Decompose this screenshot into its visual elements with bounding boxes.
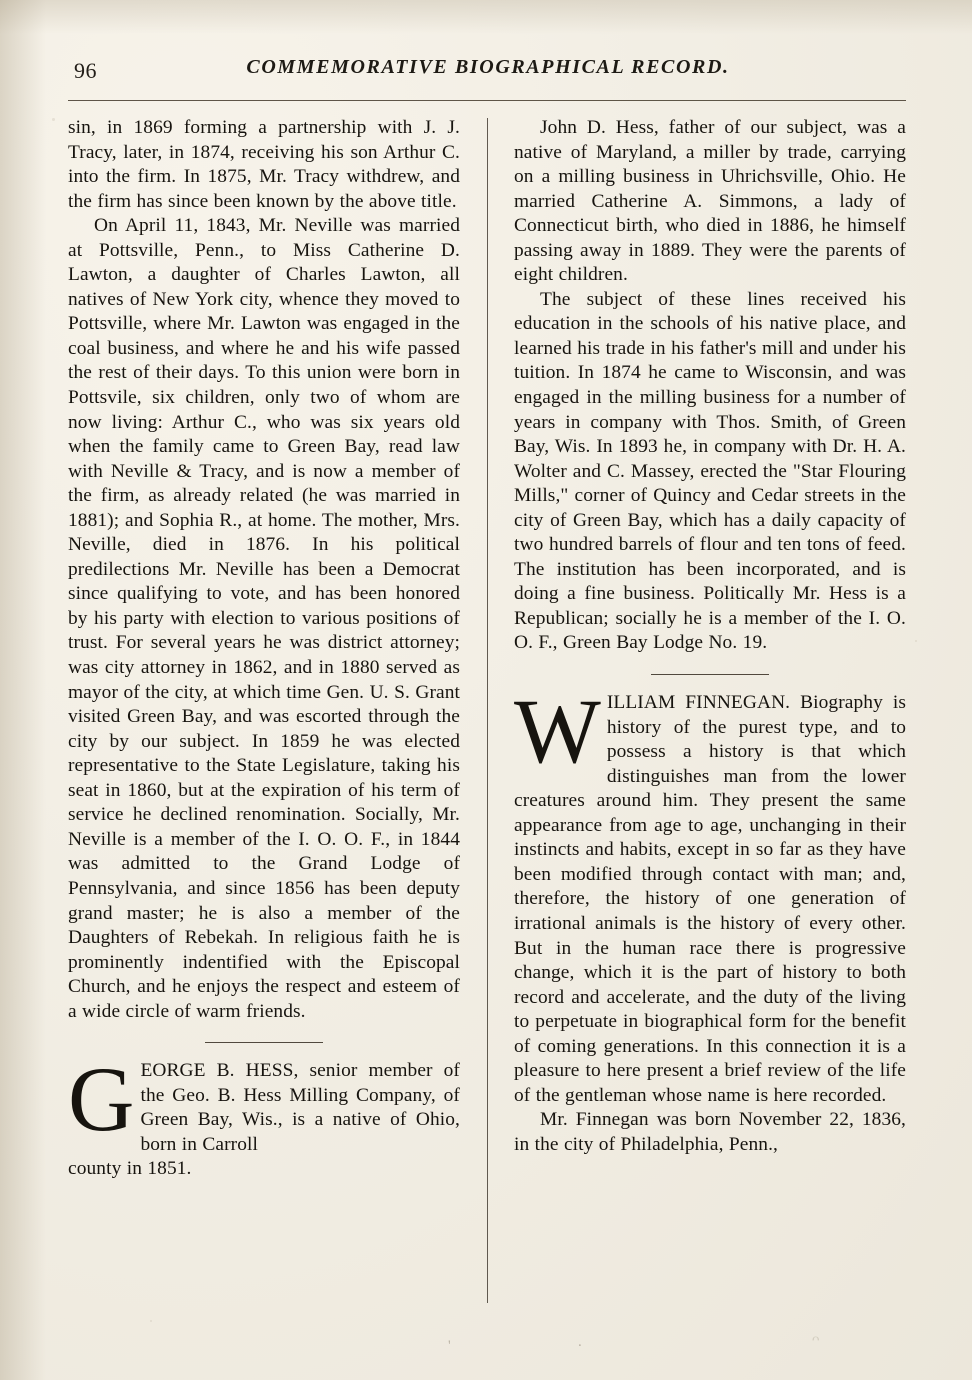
- right-column: [514, 116, 906, 1306]
- page-edge-shadow-left: [0, 0, 46, 1380]
- smudge-mark: ': [448, 1338, 451, 1354]
- entry-lead-paragraph: ILLIAM FINNEGAN. Biography is history of the purest type, and to possess a history is that which distinguishes man from the lower creatures around him. They present the same appearance from age to age, unchanging in their instincts and habits, except in so far as they have been modified through contact with man; and, therefore, the history of one generation of irrational animals is the history of every other. But in the human race there is progressive change, which it is the part of history to both record and accelerate, and the duty of the living to perpetuate in biographical form for the benefit of coming generations. In this connection it is a pleasure to here present a brief review of the life of the gentleman whose name is here recorded.: [514, 692, 906, 1106]
- paragraph: John D. Hess, father of our subject, was a native of Maryland, a miller by trade, carrying on a milling business in Uhrichsville, Ohio. He married Catherine A. Simmons, a lady of Connecticut birth, who died in 1886, he himself passing away in 1889. They were the parents of eight children.: [514, 117, 906, 286]
- entry-continuation: Mr. Finnegan was born November 22, 1836, in the city of Philadelphia, Penn.,: [514, 1109, 906, 1155]
- body-columns: [68, 116, 906, 1306]
- entry-continuation: county in 1851.: [68, 1158, 192, 1180]
- column-divider: [487, 118, 488, 1303]
- smudge-mark: .: [578, 1334, 582, 1350]
- paper-speckle: [915, 640, 917, 642]
- paper-speckle: [150, 1320, 152, 1322]
- entry-lead-paragraph: EORGE B. HESS, senior member of the Geo. B. Hess Milling Company, of Green Bay, Wis., is a native of Ohio, born in Carroll: [140, 1060, 460, 1155]
- page-edge-shadow-top: [0, 0, 972, 34]
- smudge-mark: ᵔ: [812, 1328, 820, 1357]
- section-rule: [205, 1042, 323, 1043]
- paper-speckle: [52, 118, 55, 121]
- section-rule: [651, 674, 769, 675]
- paragraph: The subject of these lines received his education in the schools of his native place, and learned his trade in his father's mill and under his tuition. In 1874 he came to Wisconsin, and was engaged in the milling business for a number of years in company with Thos. Smith, of Green Bay, Wis. In 1893 he, in company with Dr. H. A. Wolter and C. Massey, erected the "Star Flouring Mills," corner of Quincy and Cedar streets in the city of Green Bay, which has a daily capacity of two hundred barrels of flour and ten tons of feed. The institution has been incorporated, and is doing a fine business. Politically Mr. Hess is a Republican; socially he is a member of the I. O. O. F., Green Bay Lodge No. 19.: [514, 288, 906, 654]
- running-head: COMMEMORATIVE BIOGRAPHICAL RECORD.: [246, 56, 730, 78]
- drop-cap: W: [514, 680, 601, 783]
- page-number: 96: [74, 58, 97, 83]
- entry-william-finnegan: [514, 680, 906, 1157]
- header-rule: [68, 100, 906, 101]
- page-header: [68, 52, 908, 92]
- drop-cap: G: [68, 1048, 135, 1151]
- paragraph: On April 11, 1843, Mr. Neville was married at Pottsville, Penn., to Miss Catherine D. Lawton, a daughter of Charles Lawton, all natives of New York city, whence they moved to Pottsville, where Mr. Lawton was engaged in the coal business, and where he and his wife passed the rest of their days. To this union were born in Pottsvile, six children, only two of whom are now living: Arthur C., who was six years old when the family came to Green Bay, read law with Neville & Tracy, and is now a member of the firm, as already related (he was married in 1881); and Sophia R., at home. The mother, Mrs. Neville, died in 1876. In his political predilections Mr. Neville has been a Democrat since qualifying to vote, and has been honored by his party with election to various positions of trust. For several years he was district attorney; was city attorney in 1862, and in 1880 served as mayor of the city, at which time Gen. U. S. Grant visited Green Bay, and was escorted through the city by our subject. In 1859 he was elected representative to the State Legislature, taking his seat in 1860, but at the expiration of his term of service he declined renomination. Socially, Mr. Neville is a member of the I. O. O. F., in 1844 was admitted to the Grand Lodge of Pennsylvania, and since 1856 has been deputy grand master; he is also a member of the Daughters of Rebekah. In religious faith he is prominently indentified with the Episcopal Church, and he enjoys the respect and esteem of a wide circle of warm friends.: [68, 215, 460, 1022]
- entry-george-b-hess: [68, 1048, 460, 1182]
- paragraph: sin, in 1869 forming a partnership with J. J. Tracy, later, in 1874, receiving his son Arthur C. into the firm. In 1875, Mr. Tracy withdrew, and the firm has since been known by the above title.: [68, 117, 460, 212]
- left-column: [68, 116, 460, 1306]
